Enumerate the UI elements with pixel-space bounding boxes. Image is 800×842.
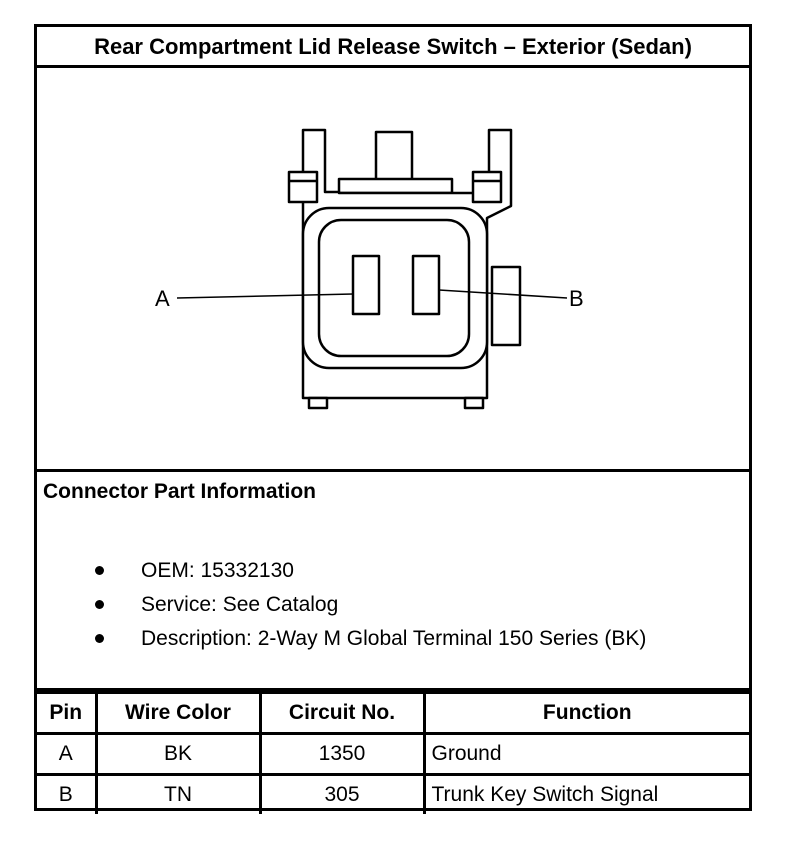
bullet-icon	[95, 566, 104, 575]
pin-label-a: A	[155, 286, 170, 311]
page-title: Rear Compartment Lid Release Switch – Exterior (Sedan)	[37, 27, 749, 68]
cell-wire-color: TN	[96, 775, 260, 815]
header-pin: Pin	[37, 693, 96, 734]
right-latch	[473, 172, 501, 202]
top-stub	[376, 132, 412, 182]
table-row	[37, 775, 749, 815]
side-key	[492, 267, 520, 345]
cell-wire-color: BK	[96, 734, 260, 775]
header-circuit-no: Circuit No.	[260, 693, 424, 734]
info-item-text: Description: 2-Way M Global Terminal 150 Series (BK)	[141, 627, 647, 650]
left-latch	[289, 172, 317, 202]
inner-cavity	[319, 220, 469, 356]
connector-diagram	[37, 68, 749, 472]
info-item-service	[37, 588, 646, 622]
terminal-b	[413, 256, 439, 314]
table-row	[37, 734, 749, 775]
header-function: Function	[424, 693, 749, 734]
info-item-text: OEM: 15332130	[141, 559, 294, 582]
foot-right	[465, 398, 483, 408]
info-item-oem	[37, 554, 646, 588]
connector-info-list	[37, 554, 646, 656]
cell-function: Ground	[424, 734, 749, 775]
foot-left	[309, 398, 327, 408]
connector-info-section	[37, 472, 749, 691]
info-item-text: Service: See Catalog	[141, 593, 339, 616]
connector-info-heading: Connector Part Information	[43, 480, 317, 503]
top-bar	[339, 179, 452, 193]
connector-drawing	[37, 68, 749, 469]
cell-pin: B	[37, 775, 96, 815]
header-wire-color: Wire Color	[96, 693, 260, 734]
cell-function: Trunk Key Switch Signal	[424, 775, 749, 815]
terminal-a	[353, 256, 379, 314]
pin-label-b: B	[569, 286, 584, 311]
cell-pin: A	[37, 734, 96, 775]
pin-table-header	[37, 693, 749, 734]
bullet-icon	[95, 634, 104, 643]
cell-circuit-no: 305	[260, 775, 424, 815]
bullet-icon	[95, 600, 104, 609]
cell-circuit-no: 1350	[260, 734, 424, 775]
connector-sheet	[34, 24, 752, 811]
pin-table	[37, 691, 749, 814]
info-item-description	[37, 622, 646, 656]
